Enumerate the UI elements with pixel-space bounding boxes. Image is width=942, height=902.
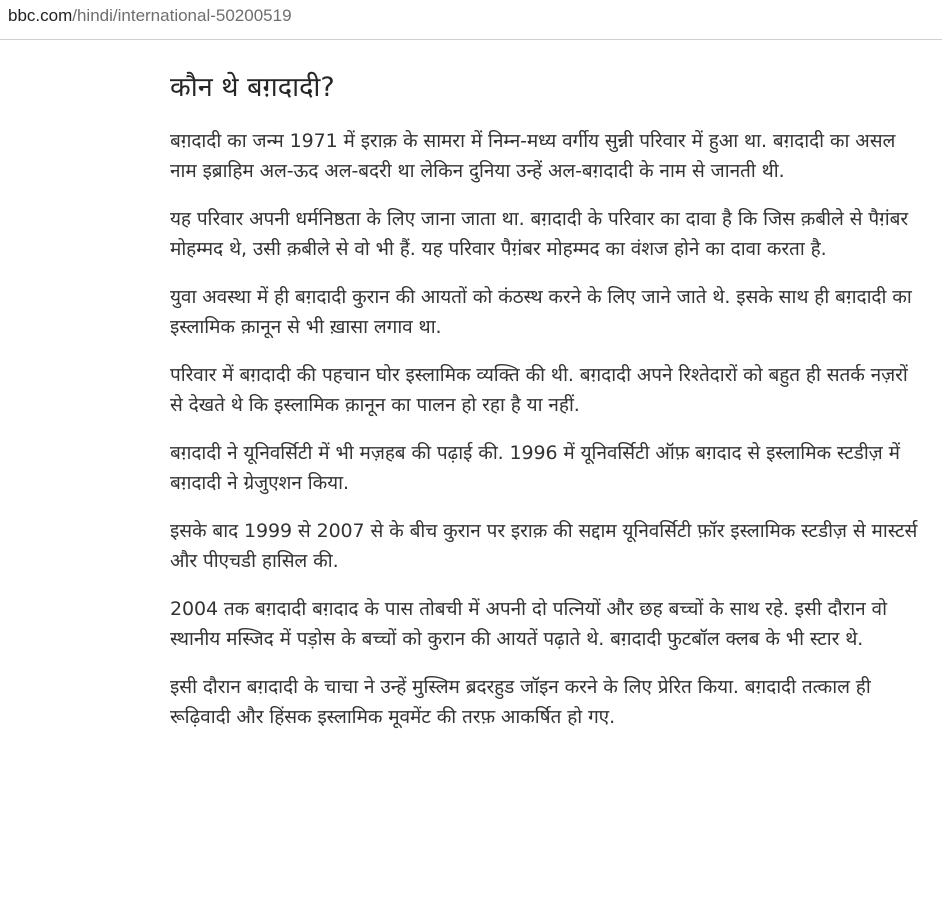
url-path: /hindi/international-50200519 — [72, 6, 292, 25]
article-heading: कौन थे बग़दादी? — [170, 72, 335, 103]
article-paragraph-6: इसके बाद 1999 से 2007 से के बीच कुरान पर इराक़ की सद्दाम यूनिवर्सिटी फ़ॉर इस्लामिक स्टडीज़ से मास्टर्स और पीएचडी हासिल की. — [170, 520, 918, 572]
article-paragraph-2: यह परिवार अपनी धर्मनिष्ठता के लिए जाना जाता था. बग़दादी के परिवार का दावा है कि जिस क़बीले से पैग़ंबर मोहम्मद थे, उसी क़बीले से वो भी हैं. यह परिवार पैग़ंबर मोहम्मद का वंशज होने का दावा करता है. — [170, 208, 909, 260]
article-paragraph-7: 2004 तक बग़दादी बग़दाद के पास तोबची में अपनी दो पत्नियों और छह बच्चों के साथ रहे. इसी दौरान वो स्थानीय मस्जिद में पड़ोस के बच्चों को कुरान की आयतें पढ़ाते थे. बग़दादी फुटबॉल क्लब के भी स्टार थे. — [170, 598, 887, 650]
article-paragraph-5: बग़दादी ने यूनिवर्सिटी में भी मज़हब की पढ़ाई की. 1996 में यूनिवर्सिटी ऑफ़ बग़दाद से इस्लामिक स्टडीज़ में बग़दादी ने ग्रेजुएशन किया. — [170, 442, 900, 494]
article-paragraph-1: बग़दादी का जन्म 1971 में इराक़ के सामरा में निम्न-मध्य वर्गीय सुन्नी परिवार में हुआ था. बग़दादी का असल नाम इब्राहिम अल-ऊद अल-बदरी था लेकिन दुनिया उन्हें अल-बग़दादी के नाम से जानती थी. — [170, 130, 896, 182]
url-bar[interactable] — [0, 0, 942, 40]
article-body — [170, 68, 920, 750]
article-paragraph-4: परिवार में बग़दादी की पहचान घोर इस्लामिक व्यक्ति की थी. बग़दादी अपने रिश्तेदारों को बहुत ही सतर्क नज़रों से देखते थे कि इस्लामिक क़ानून का पालन हो रहा है या नहीं. — [170, 364, 908, 416]
article-paragraph-3: युवा अवस्था में ही बग़दादी कुरान की आयतों को कंठस्थ करने के लिए जाने जाते थे. इसके साथ ही बग़दादी का इस्लामिक क़ानून से भी ख़ासा लगाव था. — [170, 286, 912, 338]
url-domain: bbc.com — [8, 6, 73, 25]
article-paragraph-8: इसी दौरान बग़दादी के चाचा ने उन्हें मुस्लिम ब्रदरहुड जॉइन करने के लिए प्रेरित किया. बग़दादी तत्काल ही रूढ़िवादी और हिंसक इस्लामिक मूवमेंट की तरफ़ आकर्षित हो गए. — [170, 676, 871, 728]
